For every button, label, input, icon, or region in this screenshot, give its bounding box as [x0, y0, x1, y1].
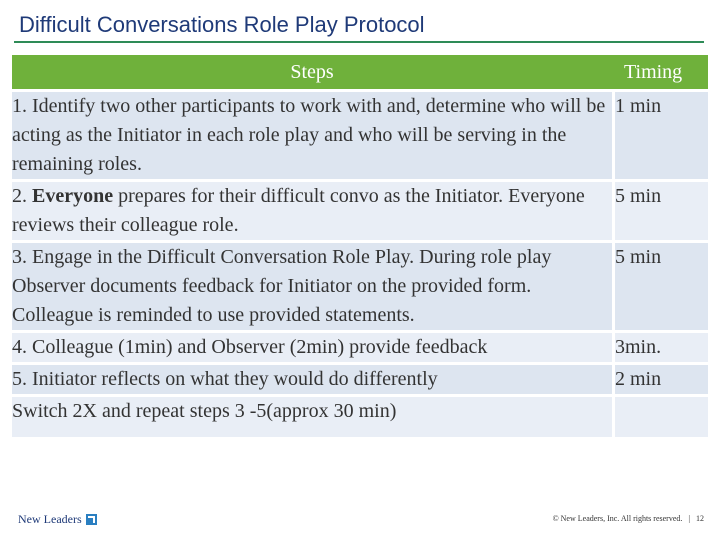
step-3-time: 5 min	[612, 243, 708, 330]
table-row	[12, 333, 708, 362]
logo-text: New Leaders	[18, 512, 82, 526]
step-2-number: 2.	[12, 185, 32, 207]
protocol-table	[12, 52, 708, 440]
step-5-time: 2 min	[612, 365, 708, 394]
table-row	[12, 182, 708, 240]
switch-time	[612, 397, 708, 437]
header-steps: Steps	[12, 55, 612, 89]
header-timing: Timing	[612, 55, 708, 89]
footer-separator: |	[688, 514, 690, 523]
step-2-rest: prepares for their difficult convo as the Initiator. Everyone reviews their colleague role.	[12, 185, 585, 236]
table-row	[12, 397, 708, 437]
footer-copyright	[553, 514, 704, 523]
step-2-emphasis: Everyone	[32, 185, 114, 207]
step-4-text: 4. Colleague (1min) and Observer (2min) provide feedback	[12, 333, 612, 362]
step-4-time: 3min.	[612, 333, 708, 362]
page-title: Difficult Conversations Role Play Protocol	[19, 12, 425, 37]
switch-instruction: Switch 2X and repeat steps 3 -5(approx 30 min)	[12, 397, 612, 437]
step-1-text: 1. Identify two other participants to work with and, determine who will be acting as the Initiator in each role play and who will be serving in the remaining roles.	[12, 92, 612, 179]
new-leaders-logo	[18, 512, 97, 527]
table-row	[12, 365, 708, 394]
page-number: 12	[696, 514, 704, 523]
title-divider	[14, 41, 704, 43]
step-2-time: 5 min	[612, 182, 708, 240]
step-5-text: 5. Initiator reflects on what they would do differently	[12, 365, 612, 394]
table-row	[12, 243, 708, 330]
step-1-time: 1 min	[612, 92, 708, 179]
step-2-text	[12, 182, 612, 240]
copyright-text: © New Leaders, Inc. All rights reserved.	[552, 514, 683, 523]
arrow-box-icon	[86, 514, 97, 525]
table-header-row	[12, 55, 708, 89]
table-row	[12, 92, 708, 179]
step-3-text: 3. Engage in the Difficult Conversation Role Play. During role play Observer documents feedback for Initiator on the provided form. Colleague is reminded to use provided statements.	[12, 243, 612, 330]
